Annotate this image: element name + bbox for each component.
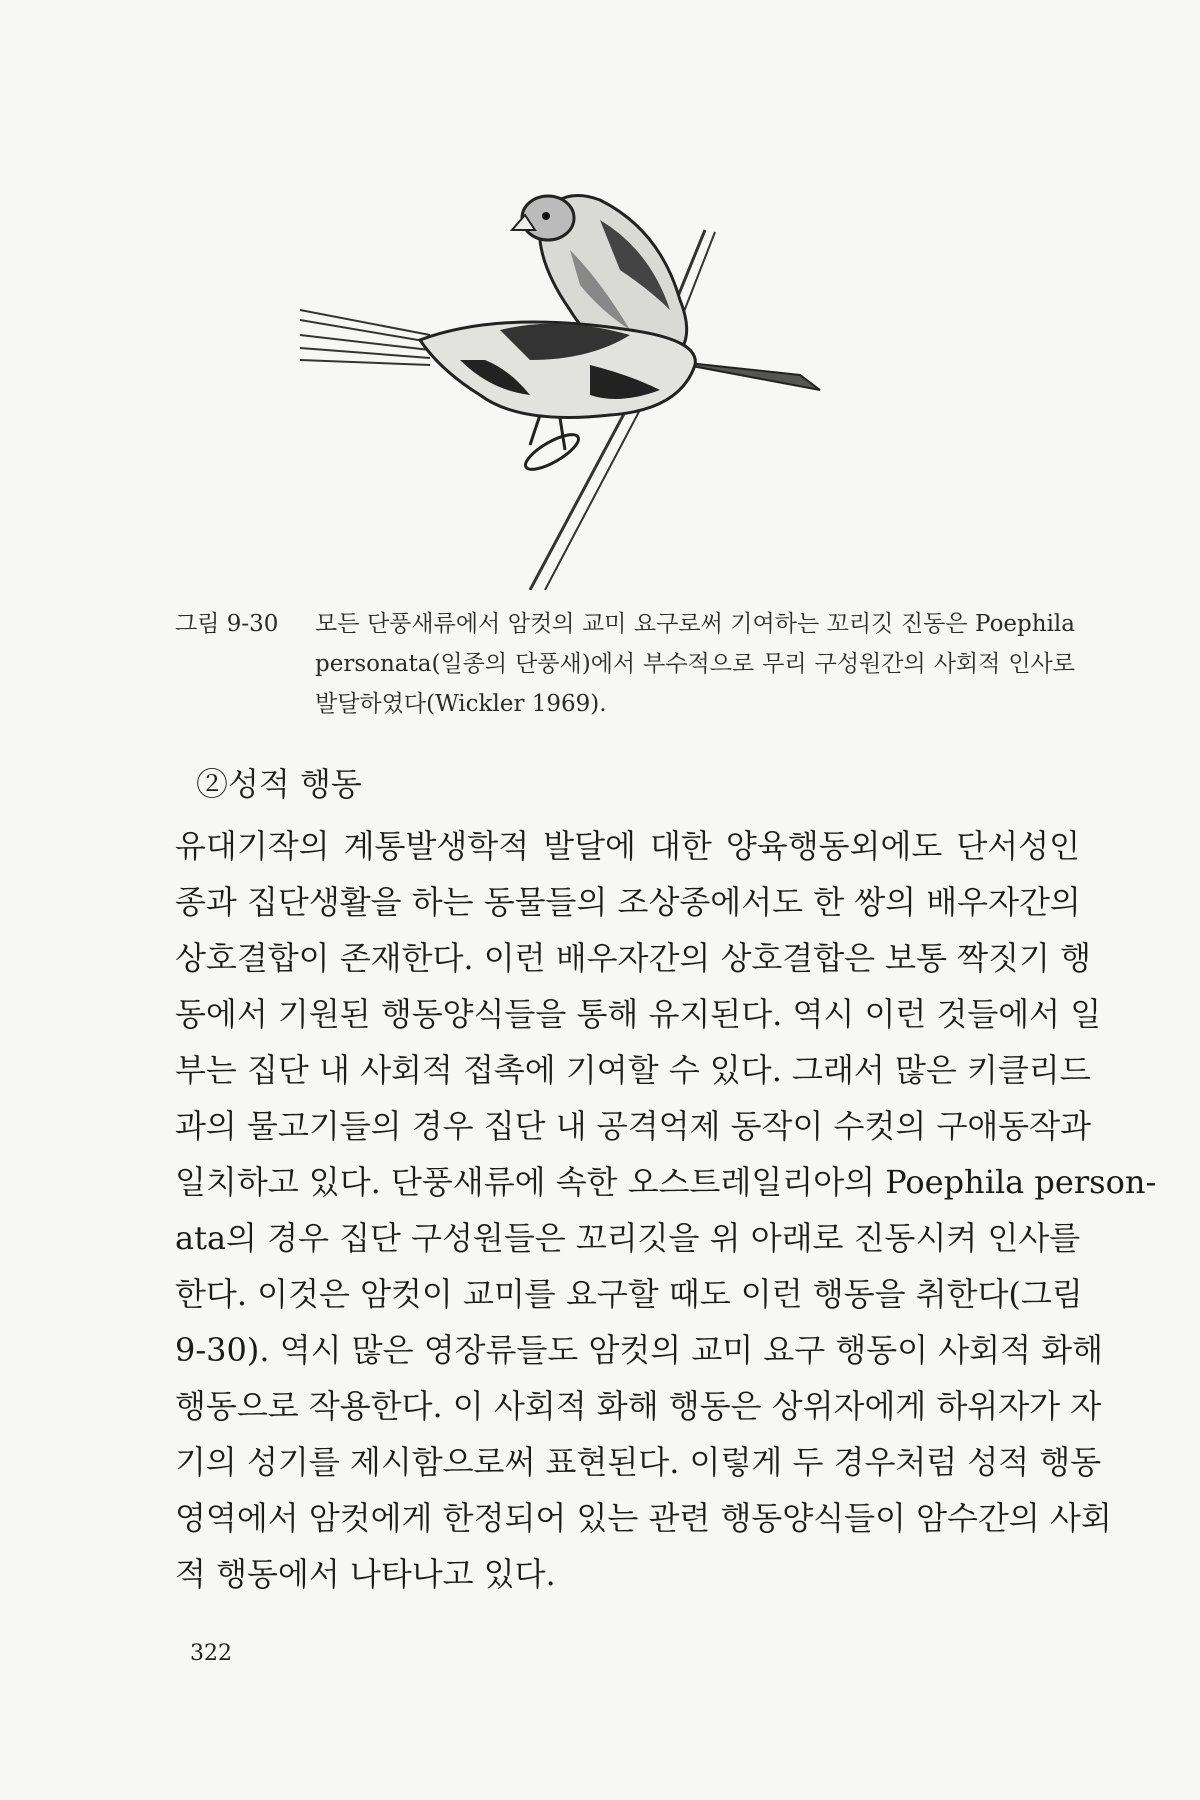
figure-label: 그림 9-30 xyxy=(175,611,279,637)
body-line: 9-30). 역시 많은 영장류들도 암컷의 교미 요구 행동이 사회적 화해 xyxy=(175,1331,1103,1369)
body-line: 한다. 이것은 암컷이 교미를 요구할 때도 이런 행동을 취한다(그림 xyxy=(175,1275,1083,1313)
body-line: 일치하고 있다. 단풍새류에 속한 오스트레일리아의 Poephila person- xyxy=(175,1163,1157,1201)
body-line: 부는 집단 내 사회적 접촉에 기여할 수 있다. 그래서 많은 키클리드 xyxy=(175,1051,1091,1089)
body-line: ata의 경우 집단 구성원들은 꼬리깃을 위 아래로 진동시켜 인사를 xyxy=(175,1219,1081,1257)
body-line: 종과 집단생활을 하는 동물들의 조상종에서도 한 쌍의 배우자간의 xyxy=(175,883,1081,921)
body-line: 기의 성기를 제시함으로써 표현된다. 이렇게 두 경우처럼 성적 행동 xyxy=(175,1443,1102,1481)
body-line: 과의 물고기들의 경우 집단 내 공격억제 동작이 수컷의 구애동작과 xyxy=(175,1107,1092,1145)
body-line: 상호결합이 존재한다. 이런 배우자간의 상호결합은 보통 짝짓기 행 xyxy=(175,939,1092,977)
body-line: 영역에서 암컷에게 한정되어 있는 관련 행동양식들이 암수간의 사회 xyxy=(175,1499,1112,1537)
body-line: 행동으로 작용한다. 이 사회적 화해 행동은 상위자에게 하위자가 자 xyxy=(175,1387,1102,1425)
body-line: 유대기작의 계통발생학적 발달에 대한 양육행동외에도 단서성인 xyxy=(175,827,1080,865)
figure-caption-text: 모든 단풍새류에서 암컷의 교미 요구로써 기여하는 꼬리깃 진동은 Poephila personata(일종의 단풍새)에서 부수적으로 무리 구성원간의 사회적 인사로 발달하였다(Wickler 1969). xyxy=(315,611,1075,717)
section-heading: ②성적 행동 xyxy=(196,765,362,803)
body-line: 동에서 기원된 행동양식들을 통해 유지된다. 역시 이런 것들에서 일 xyxy=(175,995,1102,1033)
finch-illustration xyxy=(300,190,940,590)
page-number: 322 xyxy=(190,1641,232,1666)
body-line: 적 행동에서 나타나고 있다. xyxy=(175,1555,556,1593)
body-paragraph xyxy=(175,818,1157,1602)
